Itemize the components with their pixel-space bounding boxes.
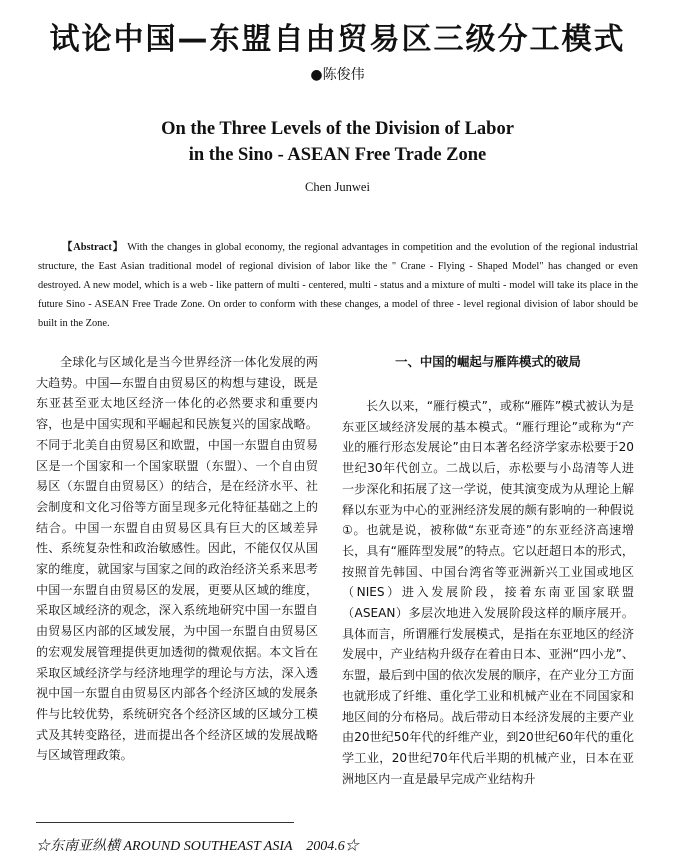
title-english-line2: in the Sino - ASEAN Free Trade Zone (188, 145, 487, 165)
section-heading: 一、中国的崛起与雁阵模式的破局 (395, 354, 581, 369)
title-english-line1: On the Three Levels of the Division of Labor (161, 119, 514, 139)
abstract (38, 238, 638, 333)
introduction-paragraph: 全球化与区域化是当今世界经济一体化发展的两大趋势。中国—东盟自由贸易区的构想与建设，既是东亚甚至亚太地区经济一体化的必然要求和重要内容，也是中国实现和平崛起和民族复兴的国家战略。不同于北美自由贸易区和欧盟，中国一东盟自由贸易区是一个国家和一个国家联盟（东盟）、一个自由贸易区（东盟自由贸易区）的结合，是在经济水平、社会制度和文化习俗等方面呈现多元化特征基础之上的结合。中国一东盟自由贸易区具有巨大的区域差异性、系统复杂性和政治敏感性。因此，不能仅仅从国家的维度，就国家与国家之间的政治经济关系来思考中国一东盟自由贸易区的发展，更要从区域的维度，采取区域经济的观念，深入系统地研究中国一东盟自由贸易区内部的区域发展，为中国一东盟自由贸易区的宏观发展管理提供更加透彻的微观依据。本文旨在采取区域经济学与经济地理学的理论与方法，深入透视中国一东盟自由贸易区内部各个经济区域的发展条件与比较优势，系统研究各个经济区域的区域分工模式及其转变路径，进而提出各个经济区域的发展战略与区域管理政策。 (36, 355, 318, 763)
author-chinese: ●陈俊伟 (310, 67, 365, 83)
journal-footer: ☆东南亚纵横 AROUND SOUTHEAST ASIA 2004.6☆ (36, 839, 359, 854)
right-column (342, 352, 634, 789)
author-english: Chen Junwei (305, 180, 370, 194)
article-title-english (0, 116, 675, 168)
section-paragraph: 长久以来，“雁行模式”，或称“雁阵”模式被认为是东亚区域经济发展的基本模式。“雁行理论”或称为“产业的雁行形态发展论”由日本著名经济学家赤松要于20世纪30年代创立。二战以后，赤松要与小岛清等人进一步深化和拓展了这一学说，使其演变成为从理论上解释以东亚为中心的亚洲经济发展的颇有影响的一种假说①。也就是说，被称做“东亚奇迹”的东亚经济高速增长，具有“雁阵型发展”的特点。它以赶超日本的形式，按照首先韩国、中国台湾省等亚洲新兴工业国或地区（NIES）进入发展阶段，接着东南亚国家联盟（ASEAN）多层次地进入发展阶段这样的顺序展开。具体而言，所谓雁行发展模式，是指在东亚地区的经济发展中，产业结构升级存在着由日本、亚洲“四小龙”、东盟，最后到中国的依次发展的顺序，在产业分工方面也就形成了纤维、重化学工业和机械产业在不同国家和地区间的分布格局。战后带动日本经济发展的主要产业由20世纪50年代的纤维产业，到20世纪60年代的重化学工业，20世纪70年代后半期的机械产业，日本在亚洲地区内一直是最早完成产业结构升 (342, 399, 634, 786)
footer-divider (36, 822, 294, 823)
article-title-chinese: 试论中国—东盟自由贸易区三级分工模式 (49, 22, 626, 57)
abstract-text: With the changes in global economy, the regional advantages in competition and the evolution of the regional industrial structure, the East Asian traditional model of regional division of labor like the " Crane - Flying - Shaped Model" has changed or even destroyed. A new model, which is a web - like pattern of multi - centered, multi - status and a mixture of multi - model will take its place in the future Sino - ASEAN Free Trade Zone. On order to conform with these changes, a model of three - level regional division of labor should be built in the Zone. (38, 242, 638, 329)
left-column (36, 352, 318, 766)
abstract-label: 【Abstract】 (62, 242, 124, 253)
